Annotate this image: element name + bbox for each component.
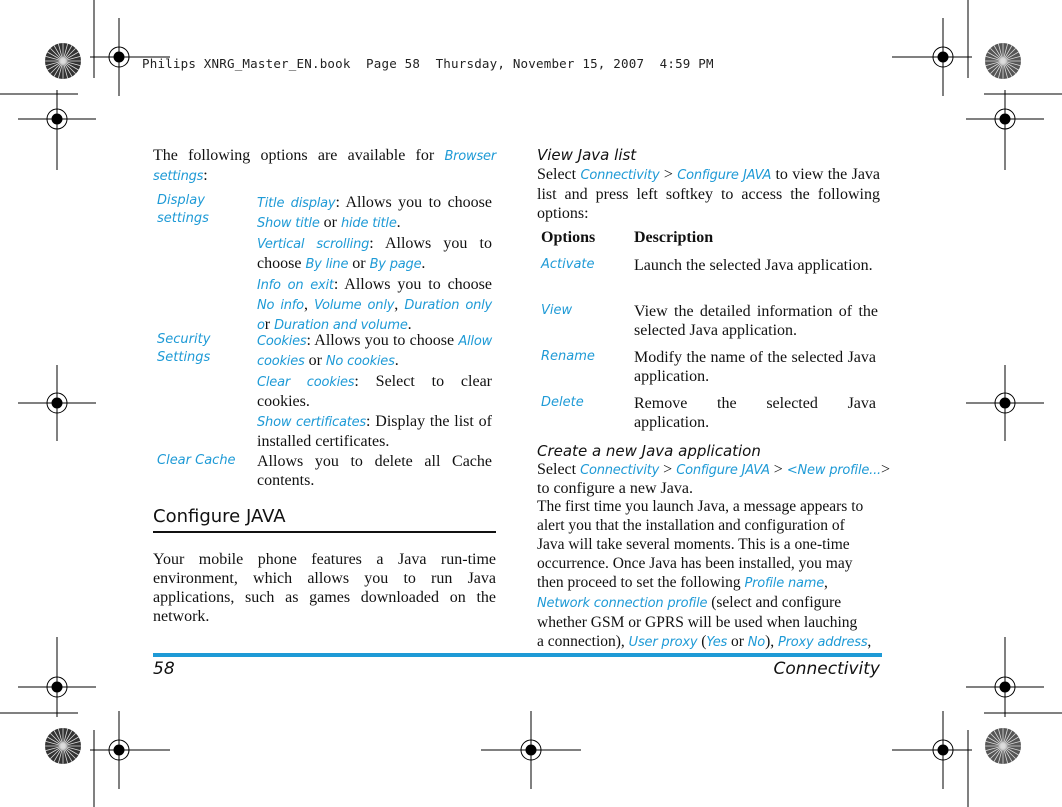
desc-text: ( [697, 633, 707, 650]
body-line: occurrence. Once Java has been installed, you may [537, 555, 853, 572]
desc-text: . [421, 255, 426, 272]
term: Show title [257, 216, 320, 231]
footer-rule [153, 653, 882, 657]
term: Proxy address [777, 635, 868, 650]
desc-text: , [824, 574, 828, 591]
desc-text: Select [537, 166, 581, 183]
term: No cookies [325, 354, 395, 369]
term: No [747, 635, 766, 650]
desc-text: or [319, 214, 341, 231]
desc-text: to view the Java list and press left softkey to access the following options: [537, 166, 881, 222]
clear-cache-desc: Allows you to delete all Cache contents. [257, 453, 492, 489]
star-target-icon [985, 43, 1021, 79]
intro-paragraph [153, 146, 496, 186]
desc-text: : Select to clear cookies. [257, 373, 492, 410]
desc-text: . [396, 214, 401, 231]
term: No info [257, 298, 304, 313]
term: Allow cookies [257, 334, 493, 369]
info-on-exit-desc [257, 275, 492, 335]
desc-text: > [769, 461, 787, 478]
term: Duration and volume [274, 318, 408, 333]
option-activate: Activate [541, 257, 595, 272]
configure-java-body: Your mobile phone features a Java run-time environment, which allows you to run Java applications, such as games downloaded on the network. [153, 551, 496, 625]
option-rename-desc: Modify the name of the selected Java application. [634, 349, 876, 385]
term: Yes [706, 635, 728, 650]
star-target-icon [45, 728, 81, 764]
term: Connectivity [580, 463, 660, 478]
option-view: View [541, 303, 573, 318]
term: Volume only [314, 298, 395, 313]
desc-text: then proceed to set the following [537, 574, 745, 591]
term: Show certificates [257, 415, 367, 430]
row-label-security-settings: Security Settings [157, 332, 211, 365]
desc-text: Select [537, 461, 581, 478]
body-line-profile [537, 573, 882, 593]
desc-text: , [867, 633, 872, 650]
term: Profile name [744, 576, 825, 591]
section-title-configure-java: Configure JAVA [153, 506, 286, 527]
option-delete: Delete [541, 395, 584, 410]
row-security-settings [257, 331, 492, 451]
intro-colon: : [203, 167, 208, 184]
term: Network connection profile [537, 596, 708, 611]
body-line: The first time you launch Java, a message appears to [537, 498, 864, 515]
create-java-line1 [537, 460, 890, 480]
desc-text: , [303, 296, 315, 313]
star-target-icon [45, 43, 81, 79]
term: Clear cookies [257, 375, 355, 390]
page-number: 58 [153, 659, 175, 679]
table-header-options: Options [541, 229, 596, 246]
desc-text: : Allows you to choose [257, 235, 492, 272]
row-label-clear-cache: Clear Cache [157, 453, 236, 468]
option-rename: Rename [541, 349, 595, 364]
create-java-title: Create a new Java application [537, 442, 761, 460]
create-java-line2: to configure a new Java. [537, 480, 693, 497]
term: User proxy [628, 635, 698, 650]
vertical-scrolling-desc [257, 234, 492, 274]
desc-text: (select and configure [707, 594, 842, 611]
desc-text: : Allows you to choose [333, 276, 493, 293]
body-line-proxy [537, 632, 882, 652]
term: <New profile... [786, 463, 881, 478]
term: hide title [340, 216, 397, 231]
title-display-desc [257, 193, 492, 233]
section-rule [153, 531, 496, 533]
clear-cookies-desc [257, 372, 492, 411]
term: Connectivity [580, 168, 660, 183]
option-activate-desc: Launch the selected Java application. [634, 257, 873, 274]
term: Vertical scrolling [257, 237, 370, 252]
desc-text: or [727, 633, 748, 650]
print-header: Philips XNRG_Master_EN.book Page 58 Thursday, November 15, 2007 4:59 PM [142, 56, 714, 71]
intro-text: The following options are available for [153, 147, 435, 164]
desc-text: . [394, 352, 399, 369]
browser-settings-link: Browser settings [153, 149, 497, 184]
row-display-settings [257, 193, 492, 335]
desc-text: . [407, 316, 412, 333]
body-line: Java will take several moments. This is a one-time [537, 536, 850, 553]
body-line: alert you that the installation and configuration of [537, 517, 845, 534]
desc-text: , [394, 296, 405, 313]
cookies-desc [257, 331, 492, 371]
desc-text: > [659, 166, 678, 183]
desc-text: : Allows you to choose [335, 194, 493, 211]
desc-text: : Display the list of installed certificates. [257, 413, 492, 450]
create-java-body [537, 497, 882, 652]
desc-text: > [659, 461, 677, 478]
term: By page [369, 257, 422, 272]
desc-text: or [348, 255, 370, 272]
option-view-desc: View the detailed information of the selected Java application. [634, 303, 878, 339]
show-certificates-desc [257, 412, 492, 451]
desc-text: : Allows you to choose [306, 332, 455, 349]
chapter-name: Connectivity [773, 659, 880, 679]
body-line-gsm: whether GSM or GPRS will be used when lauching [537, 614, 858, 631]
desc-text: a connection), [537, 633, 629, 650]
desc-text: ), [765, 633, 778, 650]
term: Cookies [257, 334, 307, 349]
term: Info on exit [257, 278, 334, 293]
term: By line [305, 257, 349, 272]
term: Configure JAVA [677, 168, 772, 183]
view-java-list-title: View Java list [537, 146, 637, 164]
view-java-intro [537, 165, 880, 223]
star-target-icon [985, 728, 1021, 764]
desc-text: r [264, 316, 271, 333]
term: Duration only o [257, 298, 493, 333]
body-line-network [537, 593, 882, 613]
option-delete-desc: Remove the selected Java application. [634, 395, 876, 431]
row-label-display-settings: Display settings [157, 193, 209, 226]
term: Title display [257, 196, 336, 211]
table-header-description: Description [634, 229, 714, 246]
term: Configure JAVA [676, 463, 770, 478]
desc-text: or [304, 352, 326, 369]
desc-text: > [880, 461, 890, 478]
